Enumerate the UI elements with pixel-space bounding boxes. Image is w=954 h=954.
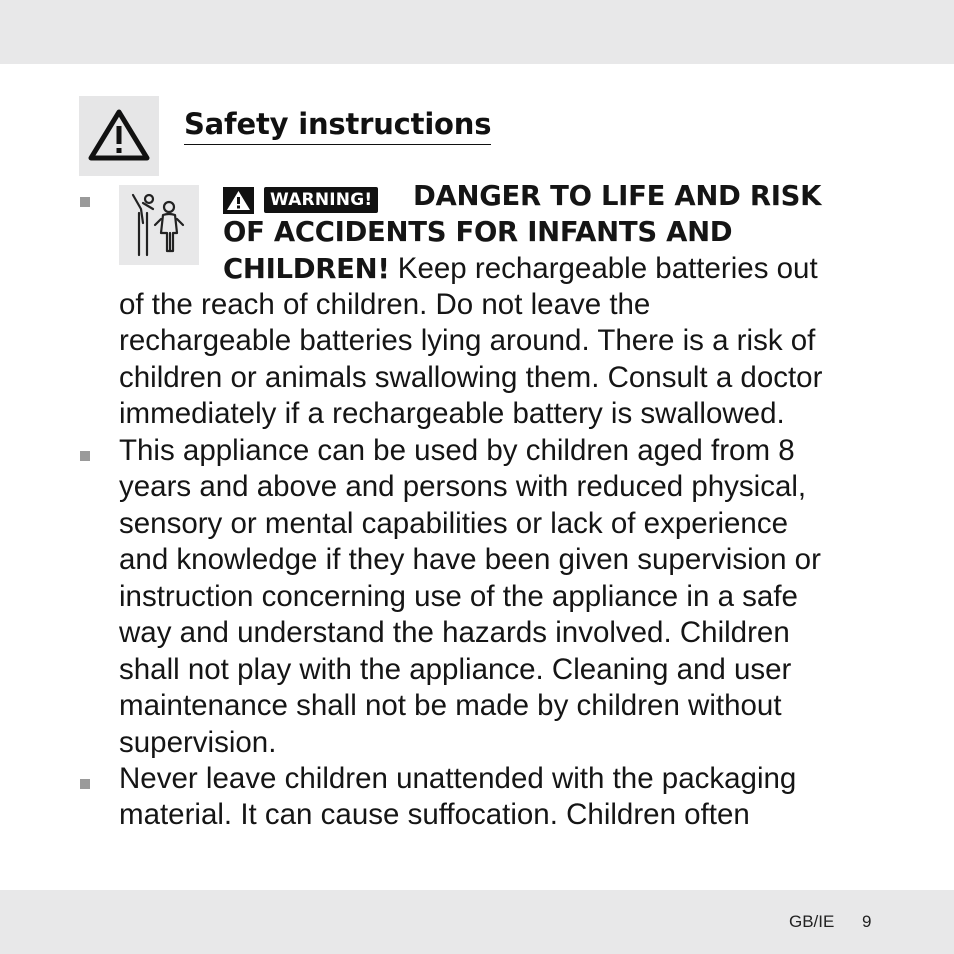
page-number: 9 xyxy=(862,912,872,931)
item-line: sensory or mental capabilities or lack of experience xyxy=(119,507,788,540)
bullet-marker xyxy=(80,451,90,461)
item-line: children or animals swallowing them. Consult a doctor xyxy=(119,361,823,394)
item-line: Never leave children unattended with the packaging xyxy=(119,762,797,795)
item-line: immediately if a rechargeable battery is swallowed. xyxy=(119,397,785,430)
item-line: DANGER TO LIFE AND RISK xyxy=(413,180,822,212)
bullet-marker xyxy=(80,779,90,789)
body-text: Keep rechargeable batteries out xyxy=(389,252,818,285)
item-line: shall not play with the appliance. Cleaning and user xyxy=(119,653,792,686)
item-line: This appliance can be used by children aged from 8 xyxy=(119,434,795,467)
item-line: instruction concerning use of the appliance in a safe xyxy=(119,580,798,613)
section-title: Safety instructions xyxy=(184,104,491,145)
warning-small-icon xyxy=(223,187,254,214)
item-line: supervision. xyxy=(119,726,277,759)
emphasis-text: CHILDREN! xyxy=(223,253,390,285)
item-line: material. It can cause suffocation. Children often xyxy=(119,798,750,831)
item-line: and knowledge if they have been given supervision or xyxy=(119,543,821,576)
footer-region: GB/IE xyxy=(789,912,835,931)
item-line: OF ACCIDENTS FOR INFANTS AND xyxy=(223,216,733,248)
item-line: way and understand the hazards involved. Children xyxy=(119,616,790,649)
item-line xyxy=(223,251,818,287)
top-band xyxy=(0,0,954,64)
item-line: rechargeable batteries lying around. There is a risk of xyxy=(119,324,816,357)
item-line: of the reach of children. Do not leave the xyxy=(119,288,651,321)
warning-badge: WARNING! xyxy=(264,187,378,213)
warning-triangle-icon xyxy=(79,96,159,176)
bullet-marker xyxy=(80,197,90,207)
child-safety-icon xyxy=(119,185,199,265)
item-line: years and above and persons with reduced physical, xyxy=(119,470,807,503)
item-line: maintenance shall not be made by children without xyxy=(119,689,782,722)
